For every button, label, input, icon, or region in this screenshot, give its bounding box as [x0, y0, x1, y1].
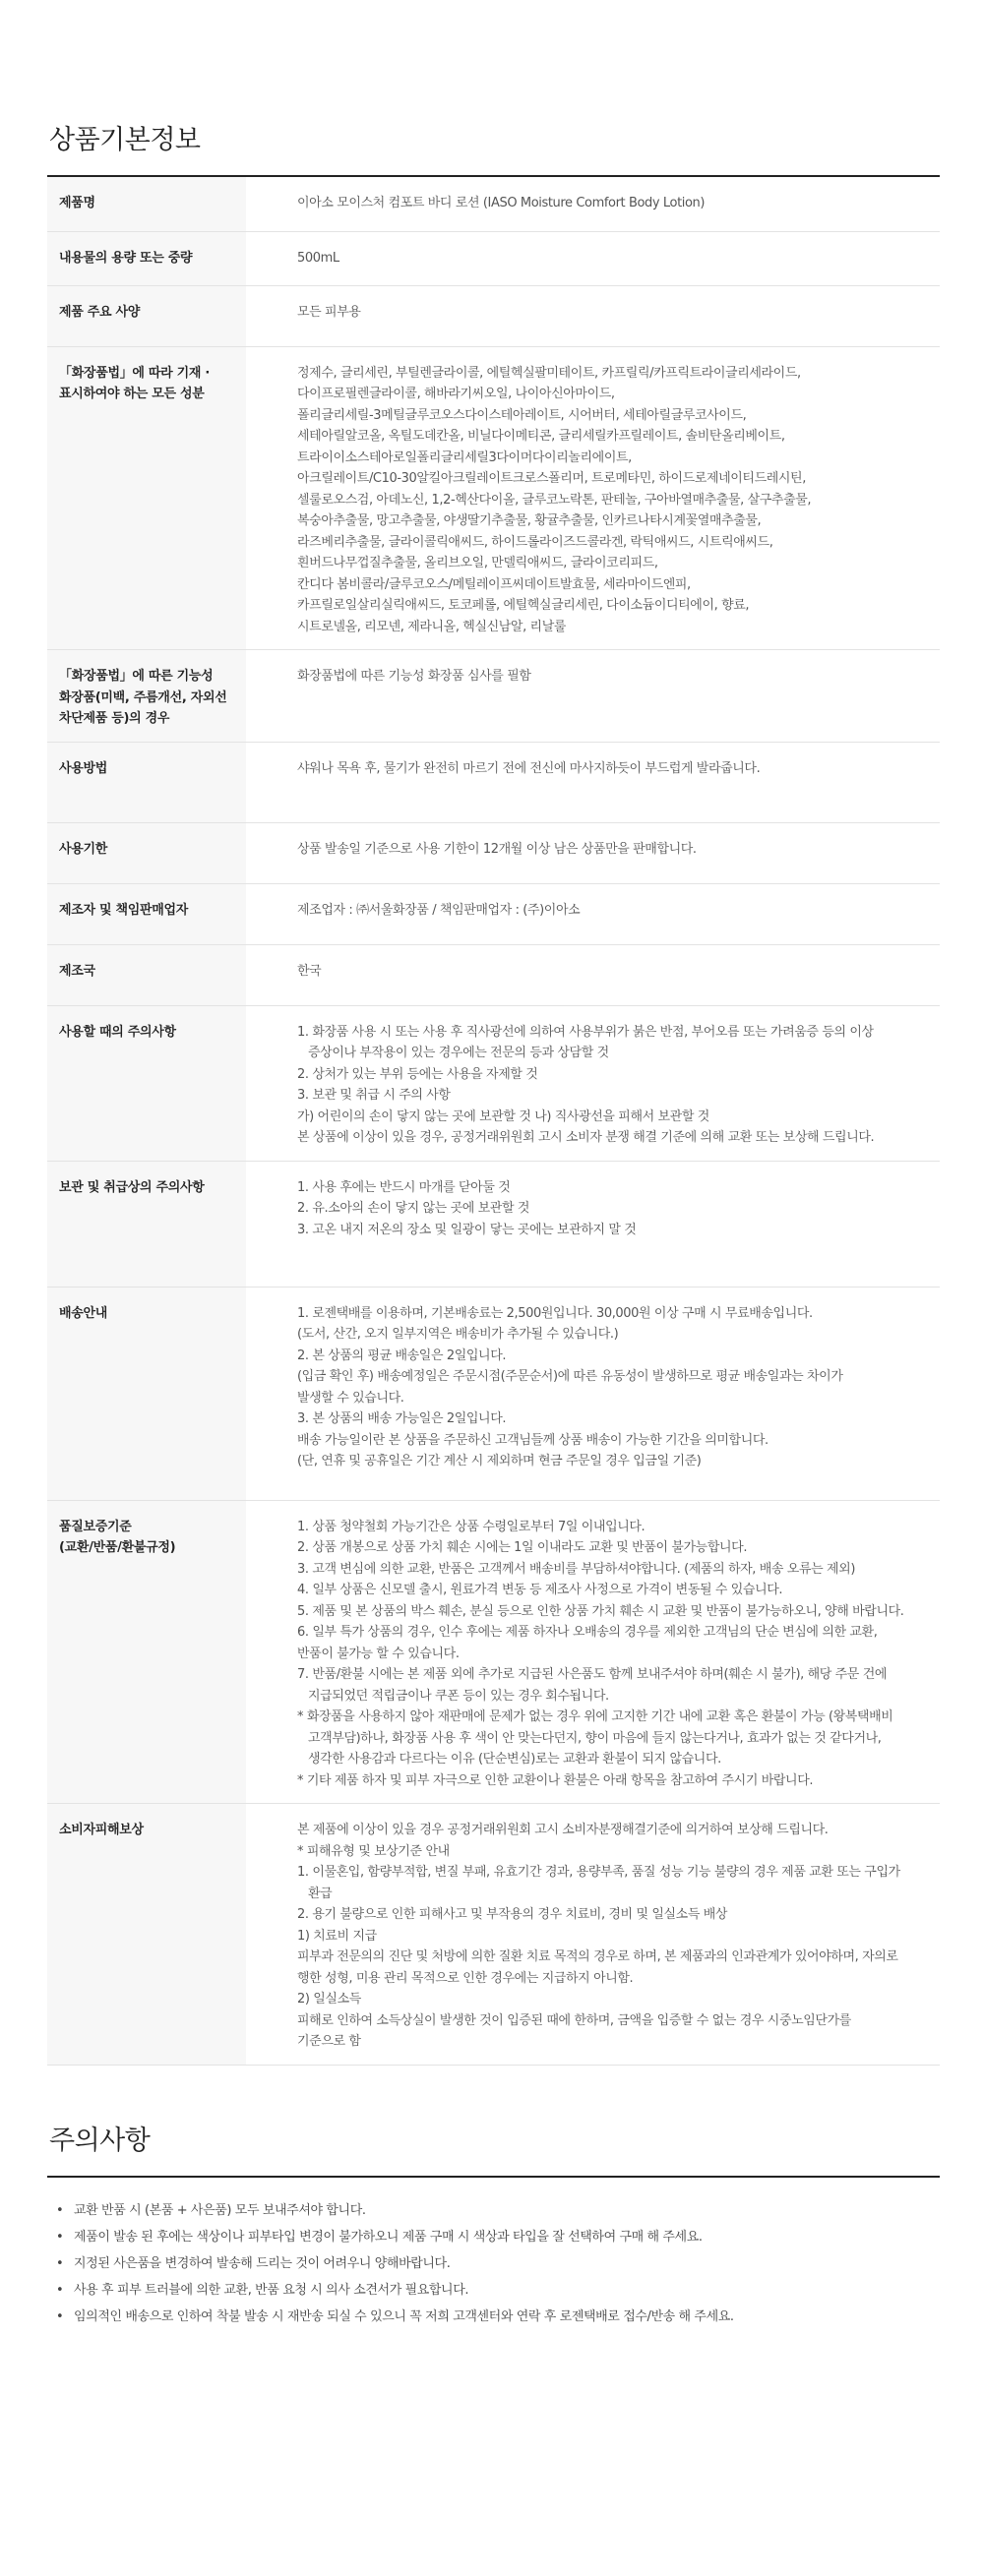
- spec-row: [47, 1804, 940, 2066]
- spec-value-line: 2. 상처가 있는 부위 등에는 사용을 자제할 것: [297, 1066, 538, 1082]
- spec-value-line: 1. 로젠택배를 이용하며, 기본배송료는 2,500원입니다. 30,000원 이상 구매 시 무료배송입니다.: [297, 1305, 813, 1321]
- spec-label-line: 사용방법: [59, 760, 108, 776]
- notice-item: [54, 2277, 940, 2304]
- spec-value-line: 화장품법에 따른 기능성 화장품 심사를 필함: [297, 669, 531, 684]
- spec-label: [47, 346, 246, 650]
- notice-item: [54, 2304, 940, 2330]
- spec-value-line: 발생할 수 있습니다.: [297, 1390, 404, 1406]
- spec-value-line: 1. 사용 후에는 반드시 마개를 닫아둘 것: [297, 1179, 511, 1195]
- spec-value: [246, 177, 940, 231]
- spec-value: [246, 1804, 940, 2066]
- spec-value-line: 2) 일실소득: [297, 1992, 361, 2007]
- spec-value: [246, 944, 940, 1005]
- spec-value-line: 환급: [308, 1886, 333, 1901]
- spec-label: [47, 822, 246, 883]
- spec-label-line: 사용할 때의 주의사항: [59, 1024, 176, 1040]
- spec-value-line: 정제수, 글리세린, 부틸렌글라이콜, 에틸헥실팔미테이트, 카프릴릭/카프릭트라이글리세라이드,: [297, 365, 801, 381]
- spec-value-line: 아크릴레이트/C10-30알킬아크릴레이트크로스폴리머, 트로메타민, 하이드로제네이티드레시틴,: [297, 471, 806, 486]
- spec-value-line: 폴리글리세릴-3메틸글루코오스다이스테아레이트, 시어버터, 세테아릴글루코사이드,: [297, 407, 747, 423]
- spec-value-line: 2. 용기 불량으로 인한 피해사고 및 부작용의 경우 치료비, 경비 및 일실소득 배상: [297, 1907, 728, 1922]
- spec-value-line: 4. 일부 상품은 신모델 출시, 원료가격 변동 등 제조사 사정으로 가격이 변동될 수 있습니다.: [297, 1583, 783, 1597]
- section-title-product-info: 상품기본정보: [49, 125, 201, 155]
- spec-value: [246, 1161, 940, 1287]
- spec-value-line: 5. 제품 및 본 상품의 박스 훼손, 분실 등으로 인한 상품 가치 훼손 시 교환 및 반품이 불가능하오니, 양해 바랍니다.: [297, 1603, 904, 1619]
- spec-row: [47, 346, 940, 650]
- spec-label: [47, 285, 246, 346]
- spec-value-line: 행한 성형, 미용 관리 목적으로 인한 경우에는 지급하지 아니함.: [297, 1970, 634, 1986]
- spec-value-line: 카프릴로일살리실릭애씨드, 토코페롤, 에틸헥실글리세린, 다이소듐이디티에이, 향료,: [297, 598, 750, 613]
- spec-value-line: 라즈베리추출물, 글라이콜릭애씨드, 하이드롤라이즈드콜라겐, 락틱애씨드, 시트릭애씨드,: [297, 534, 773, 550]
- section-title-notice: 주의사항: [49, 2125, 151, 2156]
- spec-value-line: 3. 보관 및 취급 시 주의 사항: [297, 1088, 451, 1103]
- spec-value-line: 칸디다 봄비콜라/글루코오스/메틸레이프씨데이트발효물, 세라마이드엔피,: [297, 576, 691, 592]
- spec-value-line: 시트로넬올, 리모넨, 제라니올, 헥실신남알, 리날룰: [297, 619, 567, 634]
- spec-row: [47, 1500, 940, 1804]
- spec-value-line: * 기타 제품 하자 및 피부 자극으로 인한 교환이나 환불은 아래 항목을 참고하여 주시기 바랍니다.: [297, 1772, 814, 1788]
- spec-label: [47, 742, 246, 822]
- spec-value-line: 셀룰로오스검, 아데노신, 1,2-헥산다이올, 글루코노락톤, 판테놀, 구아바열매추출물, 살구추출물,: [297, 492, 812, 508]
- spec-value-line: 지급되었던 적립금이나 쿠폰 등이 있는 경우 회수됩니다.: [308, 1688, 609, 1704]
- spec-label-line: 제조국: [59, 963, 95, 979]
- spec-value-line: 이아소 모이스처 컴포트 바디 로션 (IASO Moisture Comfort Body Lotion): [297, 196, 706, 210]
- spec-label-line: 배송안내: [59, 1305, 108, 1321]
- spec-value-line: 가) 어린이의 손이 닿지 않는 곳에 보관할 것 나) 직사광선을 피해서 보관할 것: [297, 1108, 709, 1124]
- spec-label-line: 제품 주요 사양: [59, 304, 140, 320]
- spec-value-line: 본 상품에 이상이 있을 경우, 공정거래위원회 고시 소비자 분쟁 해결 기준에 의해 교환 또는 보상해 드립니다.: [297, 1130, 875, 1145]
- spec-value-line: 다이프로필렌글라이콜, 해바라기씨오일, 나이아신아마이드,: [297, 387, 615, 401]
- spec-value-line: * 피해유형 및 보상기준 안내: [297, 1843, 450, 1859]
- spec-row: [47, 177, 940, 231]
- spec-value-line: 1. 상품 청약철회 가능기간은 상품 수령일로부터 7일 이내입니다.: [297, 1519, 646, 1534]
- spec-label-line: 「화장품법」에 따른 기능성: [59, 669, 214, 684]
- notice-item: [54, 2197, 940, 2224]
- spec-value-line: 1) 치료비 지급: [297, 1928, 377, 1944]
- spec-label: [47, 231, 246, 285]
- spec-row: [47, 742, 940, 822]
- spec-value-line: 2. 유.소아의 손이 닿지 않는 곳에 보관할 것: [297, 1201, 529, 1216]
- spec-value-line: (단, 연휴 및 공휴일은 기간 계산 시 제외하며 현금 주문일 경우 입금일 기준): [297, 1454, 702, 1468]
- spec-row: [47, 1287, 940, 1500]
- spec-value-line: (입금 확인 후) 배송예정일은 주문시점(주문순서)에 따른 유동성이 발생하므로 평균 배송일과는 차이가: [297, 1369, 843, 1384]
- spec-value-line: 증상이나 부작용이 있는 경우에는 전문의 등과 상담할 것: [308, 1046, 609, 1060]
- spec-value: [246, 650, 940, 743]
- spec-label: [47, 1161, 246, 1287]
- spec-label: [47, 1005, 246, 1161]
- spec-label: [47, 944, 246, 1005]
- spec-value: [246, 1287, 940, 1500]
- spec-value-line: 고객부담)하나, 화장품 사용 후 색이 안 맞는다던지, 향이 마음에 들지 않는다거나, 효과가 없는 것 같다거나,: [308, 1730, 882, 1746]
- section-divider: [47, 2176, 940, 2178]
- spec-value-line: 2. 본 상품의 평균 배송일은 2일입니다.: [297, 1348, 507, 1363]
- spec-label-line: 보관 및 취급상의 주의사항: [59, 1179, 205, 1195]
- spec-value-line: 3. 고객 변심에 의한 교환, 반품은 고객께서 배송비를 부담하셔야합니다. (제품의 하자, 배송 오류는 제외): [297, 1561, 855, 1577]
- bullet-icon: •: [56, 2282, 64, 2298]
- spec-value-line: 상품 발송일 기준으로 사용 기한이 12개월 이상 남은 상품만을 판매합니다.: [297, 841, 697, 857]
- spec-value-line: 배송 가능일이란 본 상품을 주문하신 고객님들께 상품 배송이 가능한 기간을 의미합니다.: [297, 1432, 769, 1448]
- notice-item: [54, 2250, 940, 2277]
- spec-label: [47, 883, 246, 944]
- product-spec-table: [47, 177, 940, 2066]
- spec-label-line: 내용물의 용량 또는 중량: [59, 250, 193, 266]
- spec-value-line: 500mL: [297, 250, 339, 266]
- notice-text: 지정된 사은품을 변경하여 발송해 드리는 것이 어려우니 양해바랍니다.: [74, 2255, 451, 2271]
- spec-value-line: 본 제품에 이상이 있을 경우 공정거래위원회 고시 소비자분쟁해결기준에 의거하여 보상해 드립니다.: [297, 1823, 829, 1837]
- spec-row: [47, 883, 940, 944]
- spec-value-line: 세테아릴알코올, 옥틸도데칸올, 비닐다이메티콘, 글리세릴카프릴레이트, 솔비탄올리베이트,: [297, 429, 785, 444]
- spec-value-line: 모든 피부용: [297, 304, 361, 320]
- spec-value-line: * 화장품을 사용하지 않아 재판매에 문제가 없는 경우 위에 고지한 기간 내에 교환 혹은 환불이 가능 (왕복택배비: [297, 1709, 893, 1724]
- spec-value-line: 2. 상품 개봉으로 상품 가치 훼손 시에는 1일 이내라도 교환 및 반품이 불가능합니다.: [297, 1540, 748, 1555]
- notice-text: 교환 반품 시 (본품 + 사은품) 모두 보내주셔야 합니다.: [74, 2202, 366, 2218]
- spec-value-line: 7. 반품/환불 시에는 본 제품 외에 추가로 지급된 사은품도 함께 보내주셔야 하며(훼손 시 불가), 해당 주문 건에: [297, 1667, 888, 1682]
- spec-value-line: 반품이 불가능 할 수 있습니다.: [297, 1646, 460, 1661]
- spec-row: [47, 650, 940, 743]
- spec-value: [246, 742, 940, 822]
- spec-value-line: 1. 화장품 사용 시 또는 사용 후 직사광선에 의하여 사용부위가 붉은 반점, 부어오름 또는 가려움증 등의 이상: [297, 1024, 874, 1040]
- spec-value-line: 3. 본 상품의 배송 가능일은 2일입니다.: [297, 1411, 507, 1426]
- spec-value-line: (도서, 산간, 오지 일부지역은 배송비가 추가될 수 있습니다.): [297, 1327, 619, 1342]
- spec-label-line: 차단제품 등)의 경우: [59, 711, 170, 726]
- spec-label-line: 「화장품법」에 따라 기재 ·: [59, 365, 211, 381]
- spec-label-line: 품질보증기준: [59, 1519, 132, 1534]
- spec-value-line: 제조업자 : ㈜서울화장품 / 책임판매업자 : (주)이아소: [297, 902, 581, 918]
- spec-value-line: 트라이이소스테아로일폴리글리세릴3다이머다이리놀리에이트,: [297, 449, 632, 465]
- spec-value-line: 샤워나 목욕 후, 물기가 완전히 마르기 전에 전신에 마사지하듯이 부드럽게 발라줍니다.: [297, 760, 761, 776]
- spec-label: [47, 1804, 246, 2066]
- spec-value: [246, 346, 940, 650]
- spec-label-line: 표시하여야 하는 모든 성분: [59, 387, 205, 401]
- bullet-icon: •: [56, 2202, 64, 2218]
- spec-value-line: 복숭아추출물, 망고추출물, 야생딸기추출물, 황귤추출물, 인카르나타시계꽃열매추출물,: [297, 513, 762, 528]
- spec-label-line: 제품명: [59, 196, 95, 210]
- notice-text: 제품이 발송 된 후에는 색상이나 피부타입 변경이 불가하오니 제품 구매 시 색상과 타입을 잘 선택하여 구매 해 주세요.: [74, 2229, 703, 2245]
- spec-label-line: 화장품(미백, 주름개선, 자외선: [59, 689, 227, 705]
- spec-label-line: 소비자피해보상: [59, 1823, 144, 1837]
- spec-value: [246, 231, 940, 285]
- spec-value: [246, 1500, 940, 1804]
- spec-label: [47, 1287, 246, 1500]
- spec-row: [47, 1161, 940, 1287]
- spec-value: [246, 1005, 940, 1161]
- spec-value-line: 6. 일부 특가 상품의 경우, 인수 후에는 제품 하자나 오배송의 경우를 제외한 고객님의 단순 변심에 의한 교환,: [297, 1625, 878, 1640]
- spec-row: [47, 1005, 940, 1161]
- spec-row: [47, 285, 940, 346]
- notice-item: [54, 2224, 940, 2250]
- spec-row: [47, 944, 940, 1005]
- bullet-icon: •: [56, 2255, 64, 2271]
- spec-value-line: 한국: [297, 963, 322, 979]
- spec-value-line: 흰버드나무껍질추출물, 올리브오일, 만델릭애씨드, 글라이코리피드,: [297, 556, 658, 570]
- spec-value-line: 3. 고온 내지 저온의 장소 및 일광이 닿는 곳에는 보관하지 말 것: [297, 1222, 637, 1237]
- bullet-icon: •: [56, 2308, 64, 2324]
- spec-value: [246, 883, 940, 944]
- spec-value: [246, 285, 940, 346]
- spec-label-line: 제조자 및 책임판매업자: [59, 902, 189, 918]
- spec-value-line: 피부과 전문의의 진단 및 처방에 의한 질환 치료 목적의 경우로 하며, 본 제품과의 인과관계가 있어야하며, 자의로: [297, 1949, 898, 1964]
- spec-label: [47, 650, 246, 743]
- spec-value-line: 기준으로 함: [297, 2034, 361, 2049]
- spec-value-line: 생각한 사용감과 다르다는 이유 (단순변심)로는 교환과 환불이 되지 않습니다.: [308, 1752, 721, 1767]
- spec-value: [246, 822, 940, 883]
- spec-row: [47, 231, 940, 285]
- spec-label-line: 사용기한: [59, 841, 108, 857]
- spec-value-line: 1. 이물혼입, 함량부적합, 변질 부패, 유효기간 경과, 용량부족, 품질 성능 기능 불량의 경우 제품 교환 또는 구입가: [297, 1865, 900, 1880]
- spec-label-line: (교환/반품/환불규정): [59, 1540, 176, 1555]
- spec-row: [47, 822, 940, 883]
- notice-text: 임의적인 배송으로 인하여 착불 발송 시 재반송 되실 수 있으니 꼭 저희 고객센터와 연락 후 로젠택배로 접수/반송 해 주세요.: [74, 2308, 734, 2324]
- spec-label: [47, 1500, 246, 1804]
- notice-text: 사용 후 피부 트러블에 의한 교환, 반품 요청 시 의사 소견서가 필요합니다.: [74, 2282, 469, 2298]
- spec-value-line: 피해로 인하여 소득상실이 발생한 것이 입증된 때에 한하며, 금액을 입증할 수 없는 경우 시중노임단가를: [297, 2012, 851, 2028]
- bullet-icon: •: [56, 2229, 64, 2245]
- spec-label: [47, 177, 246, 231]
- notice-list: [54, 2197, 940, 2330]
